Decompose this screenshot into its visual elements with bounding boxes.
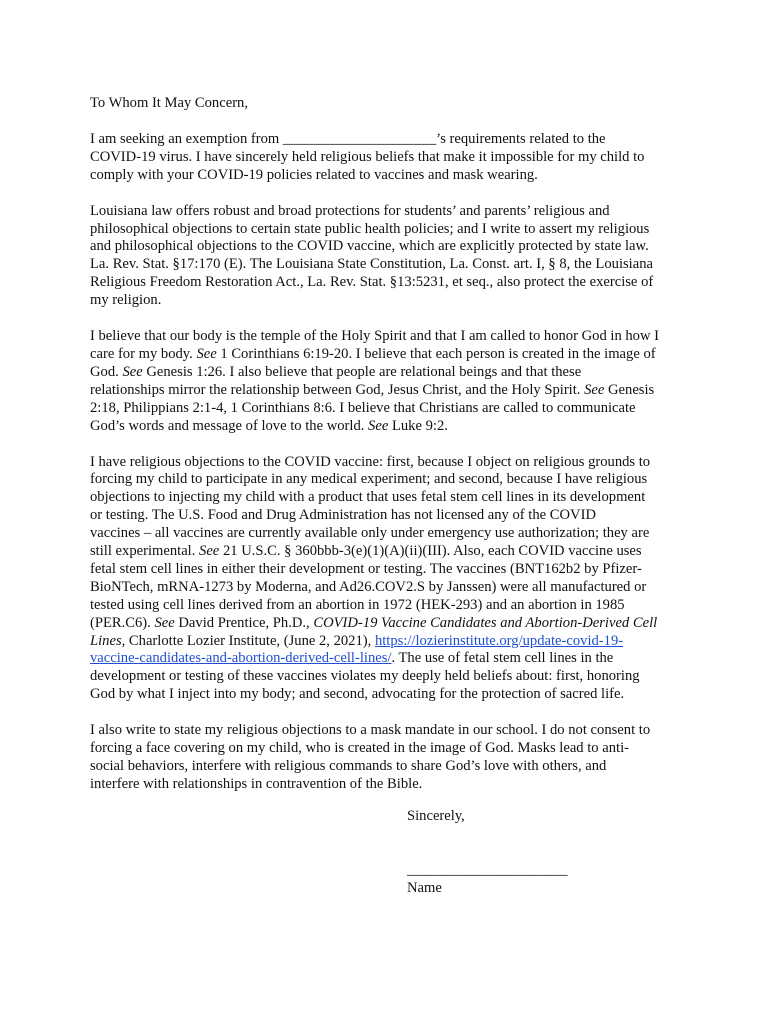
p3-line-3-b: Genesis 1:26. I also believe that people are relational beings and that these	[142, 363, 582, 380]
p4-line-6-b: 21 U.S.C. § 360bbb-3(e)(1)(A)(ii)(III). Also, each COVID vaccine uses	[219, 543, 642, 560]
citation-signal: See	[122, 363, 143, 380]
p2-line-5: Religious Freedom Restoration Act., La. Rev. Stat. §13:5231, et seq., also protect the exercise of	[90, 274, 654, 291]
citation-signal: See	[584, 381, 605, 398]
p3-line-6-a: God’s words and message of love to the world.	[90, 417, 369, 434]
source-link[interactable]: https://lozierinstitute.org/update-covid-19-	[374, 632, 624, 649]
p3-line-3	[90, 364, 690, 382]
closing-text: Sincerely,	[407, 808, 465, 824]
p5-line-1: I also write to state my religious objections to a mask mandate in our school. I do not consent to	[90, 722, 651, 739]
letter-body	[90, 95, 690, 794]
p3-line-4-b: Genesis	[604, 381, 655, 398]
paragraph-beliefs	[90, 328, 690, 435]
p3-line-1: I believe that our body is the temple of the Holy Spirit and that I am called to honor God in how I	[90, 328, 660, 345]
p1-line-1	[90, 131, 690, 149]
p2-line-6: my religion.	[90, 292, 162, 309]
paragraph-vaccine-objections	[90, 454, 690, 705]
signature-name-label: Name	[407, 879, 442, 896]
p5-line-2: forcing a face covering on my child, who is created in the image of God. Masks lead to anti-	[90, 740, 629, 757]
p3-line-6-b: Luke 9:2.	[388, 417, 448, 434]
article-title: COVID-19 Vaccine Candidates and Abortion-Derived Cell	[313, 614, 658, 631]
p3-line-6	[90, 418, 690, 436]
p1-line-3: comply with your COVID-19 policies related to vaccines and mask wearing.	[90, 166, 538, 183]
greeting-text: To Whom It May Concern,	[90, 95, 248, 111]
p4-line-5: vaccines – all vaccines are currently available only under emergency use authorization; they are	[90, 525, 650, 542]
p3-line-5: 2:18, Philippians 2:1-4, 1 Corinthians 8:6. I believe that Christians are called to communicate	[90, 399, 636, 416]
paragraph-mask-objections	[90, 722, 690, 794]
p3-line-2-a: care for my body.	[90, 345, 197, 362]
p5-line-3: social behaviors, interfere with religious commands to share God’s love with others, and	[90, 758, 607, 774]
paragraph-louisiana-law	[90, 203, 690, 310]
closing	[407, 808, 707, 826]
p4-line-14: God by what I inject into my body; and second, advocating for the protection of sacred life.	[90, 686, 625, 703]
p4-line-1: I have religious objections to the COVID vaccine: first, because I object on religious grounds to	[90, 453, 651, 470]
signature-line: ______________________	[407, 862, 568, 878]
citation-signal: See	[154, 614, 175, 631]
p4-line-3: objections to injecting my child with a product that uses fetal stem cell lines in its development	[90, 489, 646, 506]
p5-line-4: interfere with relationships in contravention of the Bible.	[90, 775, 423, 792]
greeting	[90, 95, 690, 113]
p2-line-4: La. Rev. Stat. §17:170 (E). The Louisiana State Constitution, La. Const. art. I, § 8, the Louisiana	[90, 256, 653, 273]
article-title-end: Lines	[90, 632, 122, 649]
p4-line-10-a: (PER.C6).	[90, 614, 155, 631]
p4-line-13: development or testing of these vaccines violates my deeply held beliefs about: first, honoring	[90, 668, 640, 685]
p4-line-9: tested using cell lines derived from an abortion in 1972 (HEK-293) and an abortion in 1985	[90, 596, 625, 613]
institution-name-blank: _____________________	[282, 130, 437, 147]
p4-line-12-b: . The use of fetal stem cell lines in the	[391, 650, 614, 667]
p4-line-2: forcing my child to participate in any medical experiment; and second, because I have religious	[90, 471, 648, 488]
citation-signal: See	[368, 417, 389, 434]
p4-line-6	[90, 543, 690, 561]
p4-line-10-b: David Prentice, Ph.D.,	[174, 614, 314, 631]
p4-line-4: or testing. The U.S. Food and Drug Administration has not licensed any of the COVID	[90, 507, 596, 524]
p3-line-2-b: 1 Corinthians 6:19-20. I believe that each person is created in the image of	[216, 345, 656, 362]
p4-line-11	[90, 633, 690, 651]
source-link-continued[interactable]: vaccine-candidates-and-abortion-derived-cell-lines/	[90, 650, 392, 667]
p3-line-4-a: relationships mirror the relationship between God, Jesus Christ, and the Holy Spirit.	[90, 381, 585, 398]
p4-line-7: fetal stem cell lines in either their development or testing. The vaccines (BNT162b2 by Pfizer-	[90, 560, 642, 577]
p2-line-2: philosophical objections to certain state public health policies; and I write to assert my religious	[90, 220, 650, 237]
p2-line-3: and philosophical objections to the COVID vaccine, which are explicitly protected by state law.	[90, 238, 649, 255]
signature-block	[407, 862, 707, 898]
p3-line-4	[90, 382, 690, 400]
p4-line-11-b: , Charlotte Lozier Institute, (June 2, 2021),	[121, 632, 375, 649]
p4-line-12	[90, 650, 690, 668]
citation-signal: See	[199, 543, 220, 560]
p4-line-10	[90, 615, 690, 633]
p1-line-1-text: I am seeking an exemption from	[90, 130, 283, 147]
p3-line-2	[90, 346, 690, 364]
p2-line-1: Louisiana law offers robust and broad protections for students’ and parents’ religious and	[90, 202, 610, 219]
p4-line-6-a: still experimental.	[90, 543, 200, 560]
paragraph-exemption-request	[90, 131, 690, 185]
p1-line-2: COVID-19 virus. I have sincerely held religious beliefs that make it impossible for my child to	[90, 148, 645, 165]
citation-signal: See	[196, 345, 217, 362]
p3-line-3-a: God.	[90, 363, 123, 380]
p1-line-1-text-end: ’s requirements related to the	[436, 130, 606, 147]
p4-line-8: BioNTech, mRNA-1273 by Moderna, and Ad26.COV2.S by Janssen) were all manufactured or	[90, 578, 647, 595]
